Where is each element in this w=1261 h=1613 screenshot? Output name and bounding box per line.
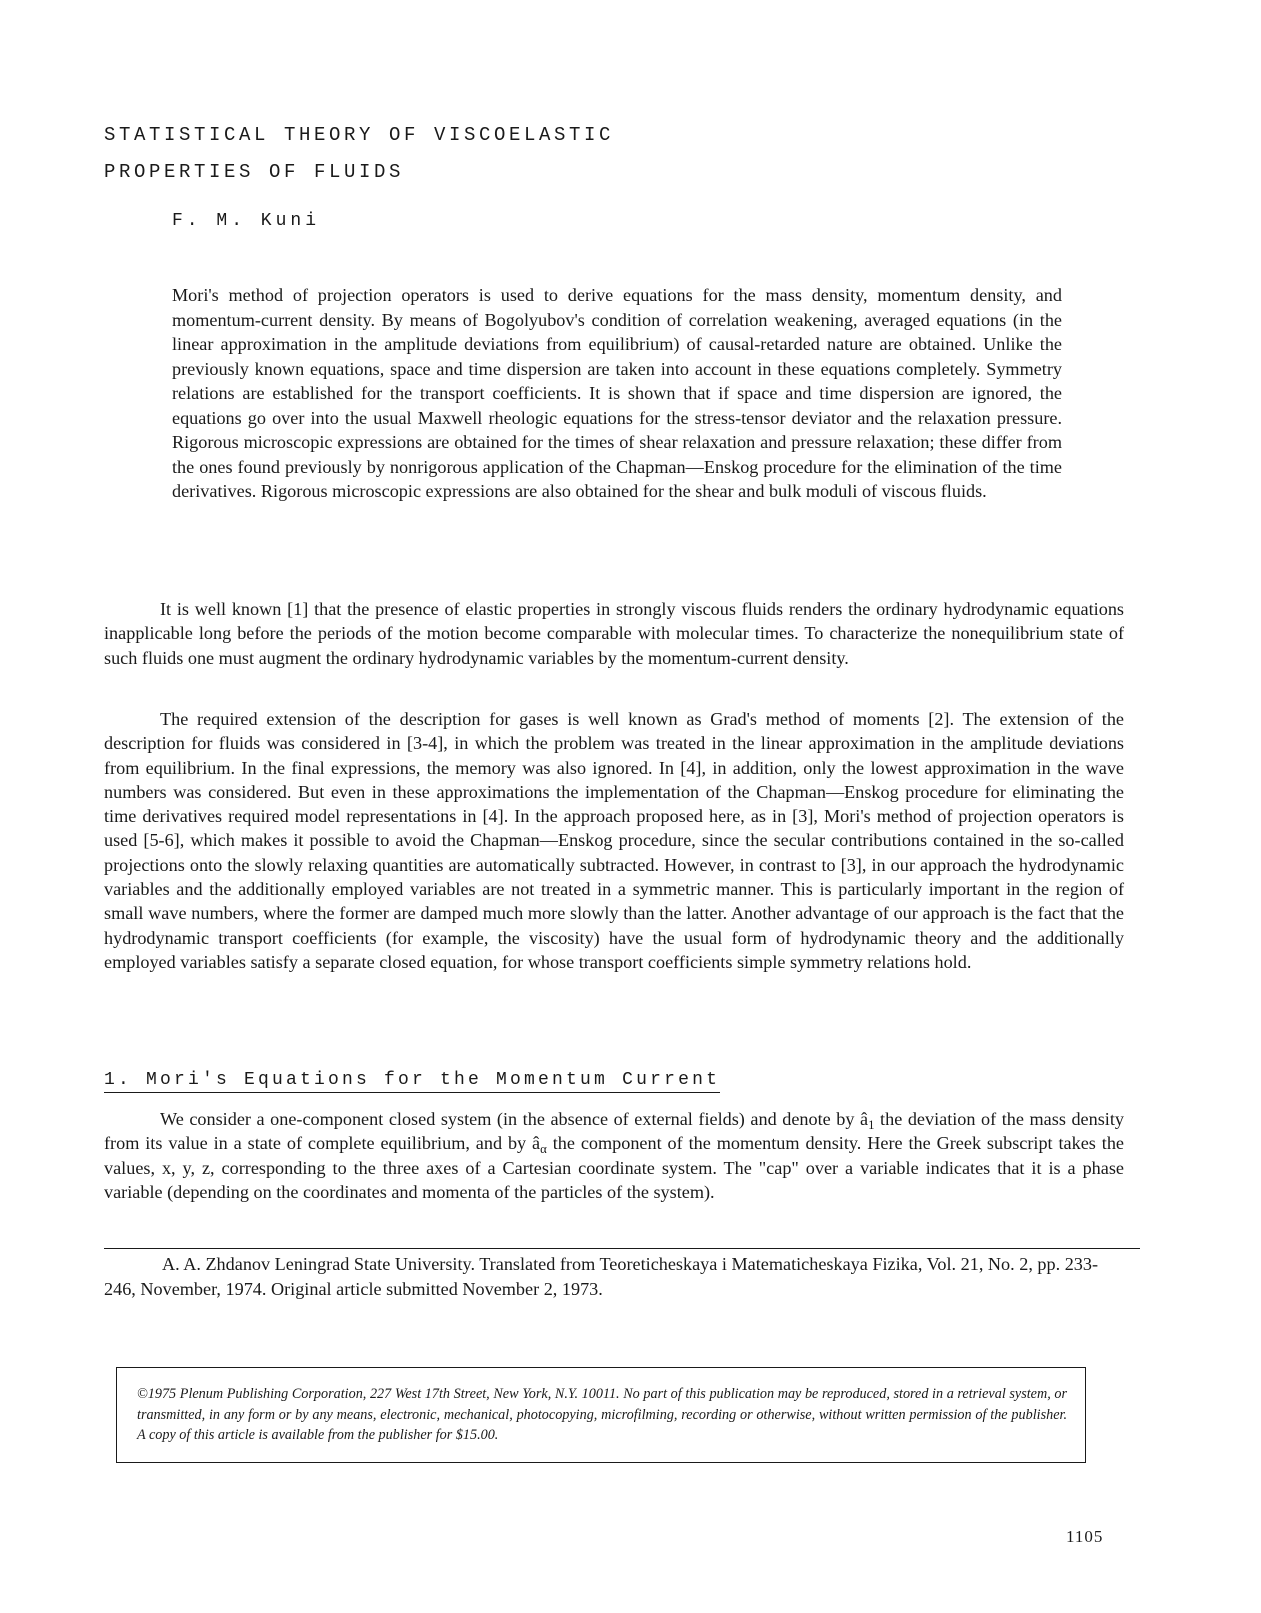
author-name: F. M. Kuni — [172, 211, 321, 231]
page-number: 1105 — [1066, 1527, 1104, 1546]
variable-a-alpha-subscript: α — [540, 1142, 547, 1157]
variable-a1-subscript: 1 — [868, 1117, 875, 1132]
section-1-text-part-3: the component of the momentum density. Here the Greek subscript takes the values, x, y, z, corresponding to the three axes of a Cartesian coordinate system. The "cap" over a variable indicates that it is a phase variable (depending on the coordinates and momenta of the particles of the system). — [104, 1133, 1124, 1202]
section-1-heading: 1. Mori's Equations for the Momentum Current — [104, 1070, 720, 1093]
copyright-notice: ©1975 Plenum Publishing Corporation, 227 West 17th Street, New York, N.Y. 10011. No part of this publication may be reproduced, stored in a retrieval system, or transmitted, in any form or by any means, electronic, mechanical, photocopying, microfilming, recording or otherwise, without written permission of the publisher. A copy of this article is available from the publisher for $15.00. — [137, 1386, 1067, 1443]
section-1-text-part-1: We consider a one-component closed system (in the absence of external fields) and denote by — [160, 1109, 861, 1129]
intro-paragraph-2: The required extension of the description for gases is well known as Grad's method of moments [2]. The extension of the description for fluids was considered in [3-4], in which the problem was treated in the linear approximation in the amplitude deviations from equilibrium. In the final expressions, the memory was also ignored. In [4], in addition, only the lowest approximation in the wave numbers was considered. But even in these approximations the implementation of the Chapman—Enskog procedure for eliminating the time derivatives required model representations in [4]. In the approach proposed here, as in [3], Mori's method of projection operators is used [5-6], which makes it possible to avoid the Chapman—Enskog procedure, since the secular contributions contained in the so-called projections onto the slowly relaxing quantities are automatically subtracted. However, in contrast to [3], in our approach the hydrodynamic variables and the additionally employed variables are not treated in a symmetric manner. This is particularly important in the region of small wave numbers, where the former are damped much more slowly than the latter. Another advantage of our approach is the fact that the hydrodynamic transport coefficients (for example, the viscosity) have the usual form of hydrodynamic theory and the additionally employed variables satisfy a separate closed equation, for whose transport coefficients simple symmetry relations hold. — [104, 709, 1124, 972]
variable-a1-symbol: â — [860, 1109, 869, 1129]
section-1-paragraph — [104, 1107, 1124, 1204]
footnote: A. A. Zhdanov Leningrad State University. Translated from Teoreticheskaya i Matematicheskaya Fizika, Vol. 21, No. 2, pp. 233-246, November, 1974. Original article submitted November 2, 1973. — [104, 1254, 1099, 1299]
title-line-2: PROPERTIES OF FLUIDS — [104, 161, 405, 183]
section-1-text-part-2: the deviation of the mass density from its value in a state of complete equilibrium, and by — [104, 1109, 1125, 1154]
title-line-1: STATISTICAL THEORY OF VISCOELASTIC — [104, 124, 615, 146]
intro-paragraph-1: It is well known [1] that the presence of elastic properties in strongly viscous fluids renders the ordinary hydrodynamic equations inapplicable long before the periods of the motion become comparable with molecular times. To characterize the nonequilibrium state of such fluids one must augment the ordinary hydrodynamic variables by the momentum-current density. — [104, 599, 1124, 668]
variable-a-alpha-symbol: â — [532, 1133, 541, 1154]
copyright-box — [116, 1367, 1086, 1463]
footnote-divider — [104, 1248, 1140, 1249]
variable-a1 — [860, 1109, 875, 1132]
abstract: Mori's method of projection operators is used to derive equations for the mass density, momentum density, and momentum-current density. By means of Bogolyubov's condition of correlation weakening, averaged equations (in the linear approximation in the amplitude deviations from equilibrium) of causal-retarded nature are obtained. Unlike the previously known equations, space and time dispersion are taken into account in these equations completely. Symmetry relations are established for the transport coefficients. It is shown that if space and time dispersion are ignored, the equations go over into the usual Maxwell rheologic equations for the stress-tensor deviator and the relaxation pressure. Rigorous microscopic expressions are obtained for the times of shear relaxation and pressure relaxation; these differ from the ones found previously by nonrigorous application of the Chapman—Enskog procedure for the elimination of the time derivatives. Rigorous microscopic expressions are also obtained for the shear and bulk moduli of viscous fluids. — [172, 285, 1062, 501]
variable-a-alpha — [532, 1133, 547, 1157]
